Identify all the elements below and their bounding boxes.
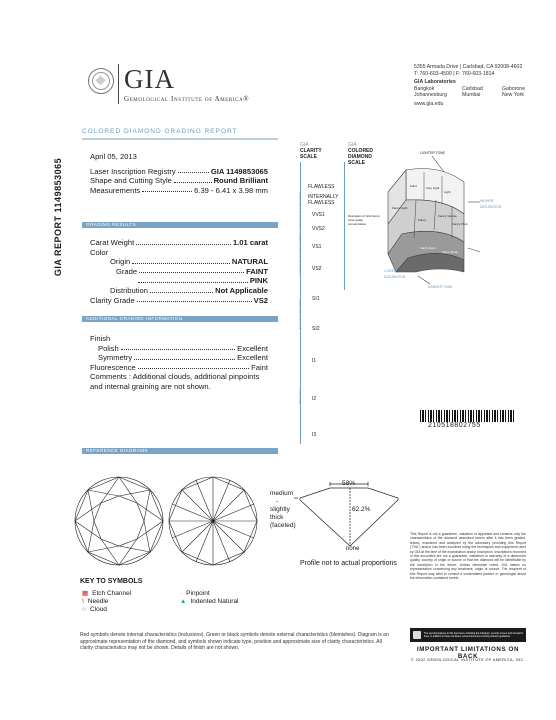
security-note: The security features in this document, including the hologram, security screen and microprint lines, in addition to those not listed, exceed document security industry guidelines. [424,632,523,638]
clarity-label: Clarity Grade [90,295,135,305]
clarity-row [90,296,268,306]
detail-row [90,167,268,177]
key-item: Etch Channel [92,590,132,597]
carat-row [90,238,268,248]
lab-city: Bangkok [414,85,435,92]
color-scale-note: Illustration of GIA Fancy color grade nomenclature [348,214,380,226]
clarity-grade: VS1 [312,244,322,250]
detail-row [90,176,268,186]
profile-diagram [294,482,404,552]
grading-results-bar: GRADING RESULTS [82,222,278,228]
lab-city: Gaborone [502,85,526,92]
grading-results [90,238,268,305]
girdle-line: medium [270,490,294,497]
grade-value-2: PINK [249,276,268,286]
grade-row-2 [90,276,268,286]
clarity-grade: INTERNALLY FLAWLESS [308,194,339,206]
clarity-grade: SI1 [312,296,320,302]
color-cell: Fancy [418,218,427,222]
report-date: April 05, 2013 [90,152,137,161]
lab-phone: T: 760-603-4500 | F: 760-603-1814 [414,70,495,77]
color-cell: Very Light [426,186,440,190]
colored-diamond-scale [344,142,502,292]
lab-city: New York [502,92,524,99]
disclaimer: This Report is not a guarantee, valuation or appraisal and contains only the characteristics of the diamond described herein after it has been graded, tested, examined and analyzed by the laboratory providing this Report ("GIA") and/or has been inscribed using the techniques and equipment used by GIA at the time of the examination and/or inscription. Inscriptions recorded in this document are not a guarantee, validation or warranty of a diamond's quality, country of origin or source or that the diamond will be identifiable by the inscription in the future. Unless otherwise noted, GIA makes no representation concerning any treatment, origin or source. The recipient of this Report may wish to consult a credentialed jeweler or gemologist about the information contained herein. [410,532,526,581]
color-wedge-graphic [344,142,494,292]
culet-label: none [346,546,360,552]
key-left-list [82,590,131,614]
reference-diagrams-bar: REFERENCE DIAGRAMS [82,448,278,454]
clarity-grade: I3 [312,432,317,438]
clarity-title-line: SCALE [300,154,317,160]
clarity-grade: VS2 [312,266,322,272]
lab-city: Carlsbad [462,85,483,92]
color-cell: Fancy Light [392,206,408,210]
carat-value: 1.01 carat [232,238,268,247]
barcode-number: 210518802755 [428,422,481,429]
clarity-grade: FLAWLESS [308,184,335,190]
color-scale-label: HIGHER SATURATION [480,199,502,209]
clarity-title-line: CLARITY [300,148,322,154]
color-label: Color [90,247,109,257]
color-scale-label: LIGHTER TONE [420,151,445,155]
origin-label: Origin [110,257,131,267]
key-item: Pinpoint [186,590,210,597]
distribution-row [90,286,268,296]
additional-grading [90,334,268,392]
polish-value: Excellent [237,343,268,353]
clarity-grade: I2 [312,396,317,402]
clarity-grade: I1 [312,358,317,364]
clarity-side-word: VERY SLIGHTLY INCLUDED [298,236,302,276]
color-cell: Light [444,190,451,194]
color-scale-label: DARKER TONE [428,285,453,289]
key-right-list [180,590,239,606]
fluorescence-label: Fluorescence [90,362,136,372]
clarity-grade: SI2 [312,326,320,332]
report-details [90,152,268,195]
side-report-number: GIA REPORT 1149853065 [53,157,63,277]
header-divider [118,64,119,104]
girdle-line: slightly [270,506,290,513]
detail-value: 6.39 - 6.41 x 3.98 mm [194,185,268,195]
girdle-line: (faceted) [270,522,296,529]
symmetry-value: Excellent [237,353,268,363]
clarity-side-word: SLIGHTLY INCLUDED [298,298,302,330]
report-title: COLORED DIAMOND GRADING REPORT [82,128,238,135]
color-title-gia: GIA [348,142,357,148]
origin-value: NATURAL [231,257,268,267]
detail-row [90,186,268,196]
lab-address: 5355 Armada Drive | Carlsbad, CA 92008-4602 [414,64,523,70]
color-cell: Fancy Intense [438,214,457,218]
org-full-name: Gemological Institute of America® [124,95,250,103]
color-cell: Fancy Dark [420,246,436,250]
color-title-line: DIAMOND [348,154,372,160]
table-percent: 58% [342,480,356,487]
detail-label: Measurements [90,185,141,195]
distribution-label: Distribution [110,285,148,295]
clarity-side-word: INCLUDED [298,388,302,404]
labs-title: GIA Laboratories [414,79,456,86]
distribution-value: Not Applicable [215,285,268,295]
fluorescence-row [90,363,268,373]
lab-city: Mumbai [462,92,481,99]
header-address-block [414,64,544,108]
copyright: © 2002 GEMOLOGICAL INSTITUTE OF AMERICA, INC. [410,658,526,662]
color-cell: Fancy Deep [442,250,459,254]
carat-label: Carat Weight [90,238,135,247]
barcode [420,410,516,422]
clarity-side-word: VERY VERY SLIGHTLY INCLUDED [298,191,302,241]
crown-plot-diagram [74,476,164,566]
gia-seal-logo [88,68,114,94]
detail-label: Laser Inscription Registry [90,166,176,176]
comments: Comments : Additional clouds, additional pinpoints and internal graining are not shown. [90,372,260,391]
title-rule [82,138,278,140]
polish-label: Polish [98,343,119,353]
clarity-grade: VVS2 [312,226,325,232]
clarity-scale [300,142,340,444]
pinpoint-icon: · [180,590,183,597]
depth-percent: 62.2% [352,506,371,513]
key-item: Cloud [89,606,107,613]
fluorescence-value: Faint [251,362,268,372]
color-title-line: COLORED [348,148,373,154]
org-name: GIA [124,64,175,94]
cloud-icon: ○ [82,606,86,613]
lab-city: Johannesburg [414,92,447,99]
needle-icon: \ [82,598,84,605]
profile-caption: Profile not to actual proportions [300,560,397,567]
origin-row [90,257,268,267]
grade-value: FAINT [246,266,268,276]
key-item: Needle [87,598,109,605]
detail-label: Shape and Cutting Style [90,176,172,186]
color-cell: Faint [410,184,417,188]
color-title-line: SCALE [348,160,365,166]
symmetry-row [90,353,268,363]
grade-label: Grade [116,266,138,276]
security-strip [410,628,526,642]
detail-value: Round Brilliant [213,176,268,186]
polish-row [90,344,268,354]
key-item: Indented Natural [190,598,239,605]
clarity-grade: VVS1 [312,212,325,218]
additional-grading-bar: ADDITIONAL GRADING INFORMATION [82,316,278,322]
clarity-title-gia: GIA [300,142,309,148]
key-title: KEY TO SYMBOLS [80,578,143,585]
symmetry-label: Symmetry [98,353,133,363]
pavilion-plot-diagram [168,476,258,566]
color-cell: Fancy Vivid [452,222,468,226]
etch-channel-icon: ▦ [82,590,89,597]
finish-label: Finish [90,334,111,343]
footnote: Red symbols denote internal characteristics (inclusions). Green or black symbols denote external characteristics (blemishes). Diagram is an approximate representation of the diamond, and symbols shown indicate type, position and approximate size of clarity characteristics. All clarity characteristics may not be shown. Details of finish are not shown. [80,632,389,652]
detail-value: GIA 1149853065 [210,166,268,176]
girdle-line: thick [270,514,284,521]
grade-row [90,267,268,277]
clarity-scale-title [300,142,340,160]
girdle-line: - [276,498,279,505]
lab-website: www.gia.edu [414,100,444,107]
indented-natural-icon: ▲ [180,598,187,605]
lock-icon [413,631,421,639]
color-scale-label: LOWER SATURATION [384,269,406,279]
limitations-notice: IMPORTANT LIMITATIONS ON BACK [416,646,520,660]
clarity-value: VS2 [253,295,268,305]
